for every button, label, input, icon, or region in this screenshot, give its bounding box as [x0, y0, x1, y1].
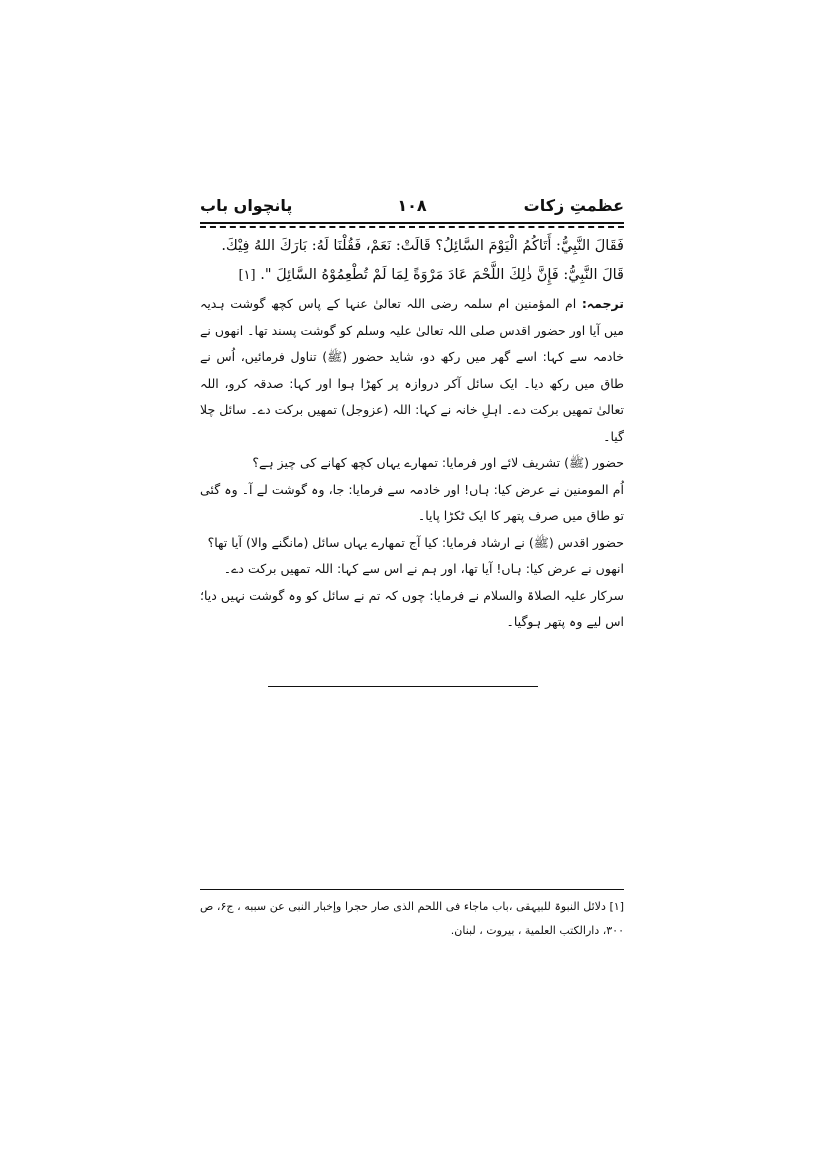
main-text: [200, 233, 624, 636]
reference-marker: [۱]: [238, 268, 256, 283]
footnote: [۱] دلائل النبوۃ للبیہقی ،باب ماجاء فی اللحم الذی صار حجرا وإخبار النبی عن سببه ، ج۶، ص ۳۰۰، دارالکتب العلمیة ، بیروت ، لبنان.: [200, 900, 624, 937]
translation-paragraph-6: سرکار علیہ الصلاۃ والسلام نے فرمایا: چوں کہ تم نے سائل کو وہ گوشت نہیں دیا؛ اس لیے وہ پتھر ہوگیا۔: [200, 587, 624, 629]
translation-label: ترجمہ:: [581, 296, 624, 311]
translation-paragraph-2: حضور (ﷺ) تشریف لائے اور فرمایا: تمھارے یہاں کچھ کھانے کی چیز ہے؟: [252, 455, 624, 470]
arabic-line-1: فَقَالَ النَّبِيُّ: أَتَاكُمُ الْيَوْمَ السَّائِلُ؟ قَالَتْ: نَعَمْ، فَقُلْنَا لَهُ: بَارَكَ اللهُ فِيْكَ.: [221, 238, 624, 254]
translation-paragraph-5: انھوں نے عرض کیا: ہاں! آیا تھا، اور ہم نے اس سے کہا: اللہ تمھیں برکت دے۔: [223, 561, 624, 576]
footnote-rule: [200, 889, 624, 890]
translation-paragraph-1: ترجمہ: ام المؤمنین ام سلمہ رضی اللہ تعالیٰ عنہا کے پاس کچھ گوشت ہدیہ میں آیا اور حضور اقدس صلی اللہ تعالیٰ علیہ وسلم کو گوشت پسند تھا۔ انھوں نے خادمہ سے کہا: اسے گھر میں رکھ دو، شاید حضور (ﷺ) تناول فرمائیں، اُس نے طاق میں رکھ دیا۔ ایک سائل آکر دروازہ پر کھڑا ہوا اور کہا: صدقہ کرو، اللہ تعالیٰ تمھیں برکت دے۔ اہلِ خانہ نے کہا: اللہ (عزوجل) تمھیں برکت دے۔ سائل چلا گیا۔: [200, 296, 624, 444]
chapter-title: پانچواں باب: [200, 196, 293, 215]
page-number: ۱۰۸: [397, 196, 427, 215]
section-end-rule: [268, 686, 538, 687]
header-dashed-rule: [200, 226, 624, 228]
translation-paragraph-3: اُم المومنین نے عرض کیا: ہاں! اور خادمہ سے فرمایا: جا، وہ گوشت لے آ۔ وہ گئی تو طاق میں صرف پتھر کا ایک ٹکڑا پایا۔: [200, 481, 624, 523]
arabic-line-2: قَالَ النَّبِيُّ: فَإِنَّ ذٰلِكَ اللَّحْمَ عَادَ مَرْوَةً لِمَا لَمْ تُطْعِمُوْهُ السَّائِلَ ". [۱]: [238, 267, 624, 283]
translation-paragraph-4: حضور اقدس (ﷺ) نے ارشاد فرمایا: کیا آج تمھارے یہاں سائل (مانگنے والا) آیا تھا؟: [207, 534, 624, 550]
page-header: [200, 196, 624, 218]
book-title: عظمتِ زکات: [523, 196, 624, 215]
header-rule: [200, 222, 624, 224]
